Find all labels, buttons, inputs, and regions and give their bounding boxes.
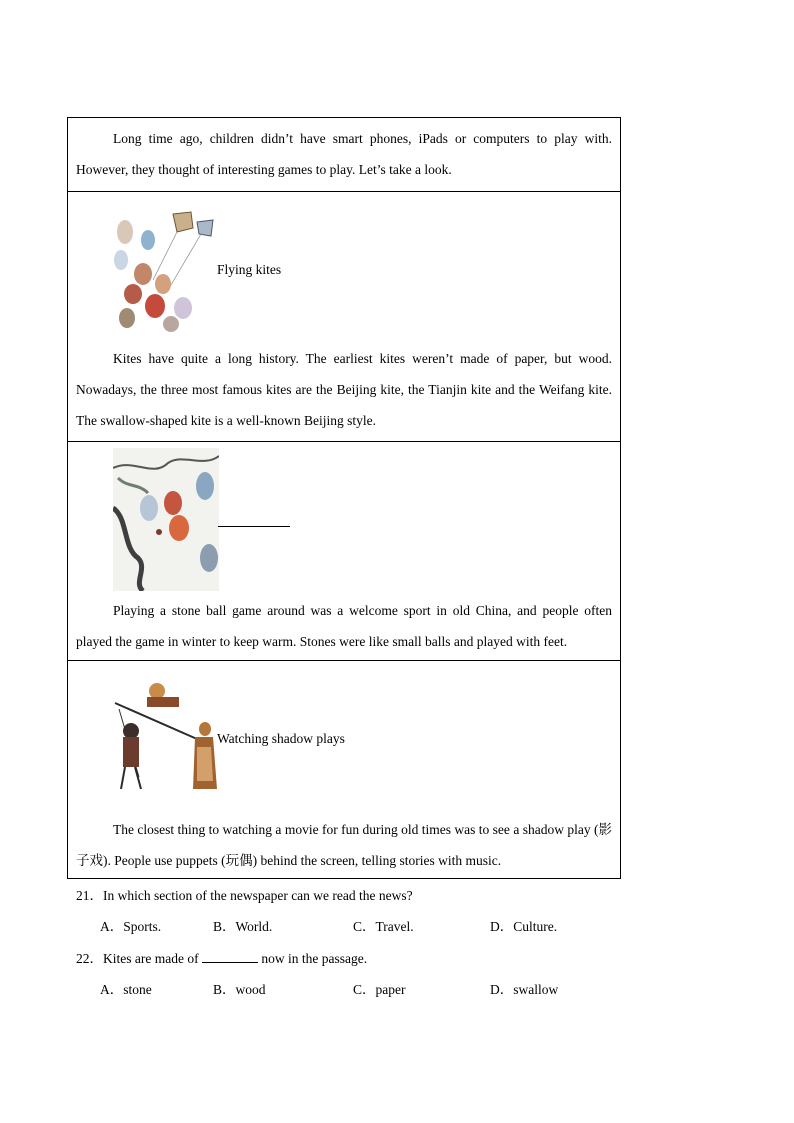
question-number: 22．: [76, 951, 103, 966]
section-shadow-plays: [68, 661, 620, 880]
section-paragraph: [76, 343, 612, 436]
question-22: [76, 948, 367, 969]
reading-passage-box: [67, 117, 621, 879]
option-d[interactable]: D．Culture.: [490, 919, 558, 934]
section-text: The closest thing to watching a movie for fun during old times was to see a shadow play (影子戏). People use puppets (玩偶) behind the screen, telling stories with music.: [76, 822, 612, 868]
section-paragraph: [76, 595, 612, 657]
stone-ball-game-illustration: [113, 448, 219, 591]
section-caption: Flying kites: [217, 262, 282, 277]
section-text: Playing a stone ball game around was a welcome sport in old China, and people often played the game in winter to keep warm. Stones were like small balls and played with feet.: [76, 603, 612, 649]
section-stone-ball: [68, 442, 620, 661]
section-kites: [68, 192, 620, 442]
question-stem-after: now in the passage.: [261, 951, 368, 966]
answer-blank: [202, 948, 258, 963]
intro-row: [68, 118, 620, 192]
kite-flying-illustration: [113, 210, 219, 334]
intro-paragraph: [76, 123, 612, 185]
option-d[interactable]: D．swallow: [490, 982, 559, 997]
intro-text: Long time ago, children didn’t have smart phones, iPads or computers to play with. However, they thought of interesting games to play. Let’s take a look.: [76, 131, 612, 177]
option-a[interactable]: A．Sports.: [100, 919, 162, 934]
option-c[interactable]: C．Travel.: [353, 919, 414, 934]
section-caption: Watching shadow plays: [217, 731, 345, 746]
question-21: [76, 886, 413, 906]
section-paragraph: [76, 814, 612, 876]
question-number: 21．: [76, 888, 103, 903]
option-b[interactable]: B．World.: [213, 919, 273, 934]
shadow-puppets-illustration: [113, 677, 219, 799]
missing-caption-blank: [218, 526, 290, 527]
section-text: Kites have quite a long history. The earliest kites weren’t made of paper, but wood. Nowadays, the three most famous kites are the Beijing kite, the Tianjin kite and the Weifang kite. The swallow-shaped kite is a well-known Beijing style.: [76, 351, 612, 428]
question-stem: In which section of the newspaper can we read the news?: [103, 888, 413, 903]
option-b[interactable]: B．wood: [213, 982, 266, 997]
option-a[interactable]: A．stone: [100, 982, 152, 997]
option-c[interactable]: C．paper: [353, 982, 406, 997]
question-stem-before: Kites are made of: [103, 951, 199, 966]
